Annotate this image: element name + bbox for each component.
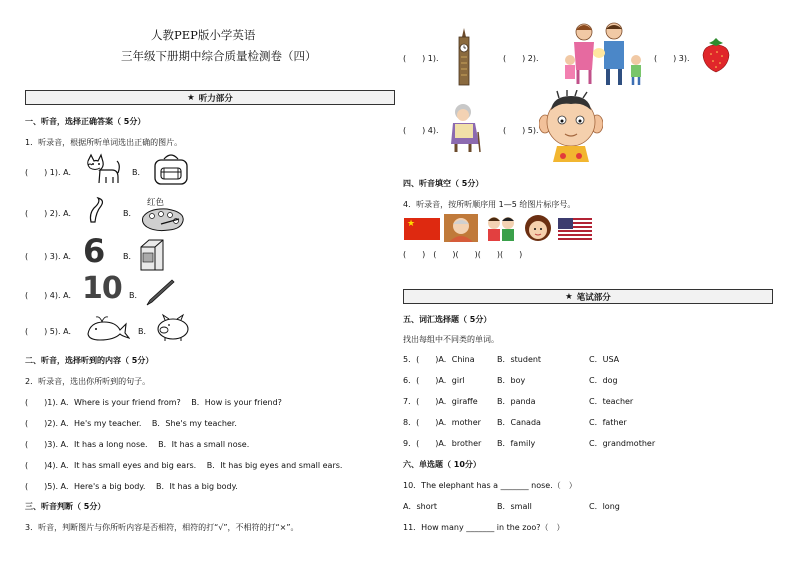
pen-icon bbox=[145, 278, 175, 306]
q6-option-b: B．boy bbox=[497, 376, 526, 385]
writing-banner bbox=[403, 289, 773, 304]
s1-item5-number: ( ) 5). A． bbox=[25, 327, 77, 336]
q10-option-c: C．long bbox=[589, 502, 620, 511]
family-icon bbox=[561, 20, 647, 88]
children-icon bbox=[484, 214, 518, 242]
boy-big-ears-icon bbox=[539, 90, 603, 166]
s2-item3: ( )3). A．It has a long nose. B．It has a small nose. bbox=[25, 440, 250, 449]
q9-option-b: B．family bbox=[497, 439, 536, 448]
exam-title-line2: 三年级下册期中综合质量检测卷（四） bbox=[121, 49, 317, 63]
big-ben-icon bbox=[451, 27, 477, 87]
q8-option-a: 8．( )A．mother bbox=[403, 418, 481, 427]
s2-item1: ( )1). A．Where is your friend from? B．How is your friend? bbox=[25, 398, 282, 407]
section1-instruction: 1．听录音，根据所听单词选出正确的图片。 bbox=[25, 138, 183, 147]
s3-item3-label: ( ) 3). bbox=[654, 54, 690, 63]
section6-heading: 六、单选题（ 10分） bbox=[403, 460, 481, 469]
s1-item3-b: B． bbox=[123, 252, 137, 261]
number-six-icon: 6 bbox=[83, 232, 106, 270]
q10-option-a: A．short bbox=[403, 502, 438, 511]
s2-item5: ( )5). A．Here's a big body. B．It has a big body. bbox=[25, 482, 238, 491]
q7-option-b: B．panda bbox=[497, 397, 536, 406]
q9-option-a: 9．( )A．brother bbox=[403, 439, 482, 448]
pig-icon bbox=[155, 312, 191, 342]
s1-item5-b: B． bbox=[138, 327, 152, 336]
section5-heading: 五、词汇选择题（ 5分） bbox=[403, 315, 492, 324]
s2-item2: ( )2). A．He's my teacher. B．She's my teacher. bbox=[25, 419, 237, 428]
s3-item4-label: ( ) 4). bbox=[403, 126, 439, 135]
usa-flag-icon bbox=[558, 218, 592, 240]
q6-option-a: 6．( )A．girl bbox=[403, 376, 465, 385]
q8-option-c: C．father bbox=[589, 418, 627, 427]
q6-option-c: C．dog bbox=[589, 376, 618, 385]
writing-banner-label: 笔试部分 bbox=[576, 292, 611, 303]
section2-instruction: 2．听录音，选出你所听到的句子。 bbox=[25, 377, 151, 386]
number-ten-icon: 10 bbox=[82, 271, 122, 306]
s3-item5-label: ( ) 5). bbox=[503, 126, 539, 135]
s1-item2-b: B． bbox=[123, 209, 137, 218]
s1-item2-number: ( ) 2). A． bbox=[25, 209, 77, 218]
section4-instruction: 4．听录音，按所听顺序用 1—5 给图片标序号。 bbox=[403, 200, 576, 209]
girl-face-icon bbox=[523, 213, 553, 243]
milk-carton-icon bbox=[137, 237, 167, 273]
section2-heading: 二、听音，选择听到的内容（ 5分） bbox=[25, 356, 154, 365]
q10-text: 10．The elephant has a _______ nose.（ ） bbox=[403, 481, 577, 490]
whale-icon bbox=[84, 314, 130, 342]
s3-item1-label: ( ) 1). bbox=[403, 54, 439, 63]
q7-option-c: C．teacher bbox=[589, 397, 634, 406]
section4-heading: 四、听音填空（ 5分） bbox=[403, 179, 484, 188]
exam-title-line1: 人教PEP版小学英语 bbox=[151, 28, 256, 42]
s1-item3-number: ( ) 3). A． bbox=[25, 252, 77, 261]
section3-instruction: 3．听音，判断图片与你所听内容是否相符，相符的打“√”，不相符的打“×”。 bbox=[25, 523, 299, 532]
q10-option-b: B．small bbox=[497, 502, 532, 511]
palette-label: 红色 bbox=[147, 198, 165, 208]
section1-heading: 一、听音，选择正确答案（ 5分） bbox=[25, 117, 146, 126]
section5-instruction: 找出每组中不同类的单词。 bbox=[403, 335, 499, 344]
star-icon: ★ bbox=[187, 92, 195, 103]
china-flag-icon bbox=[404, 218, 440, 240]
cat-icon bbox=[82, 153, 122, 185]
section3-heading: 三、听音判断（ 5分） bbox=[25, 502, 106, 511]
q8-option-b: B．Canada bbox=[497, 418, 541, 427]
q5-option-b: B．student bbox=[497, 355, 542, 364]
schoolbag-icon bbox=[150, 152, 192, 186]
star-icon: ★ bbox=[565, 291, 573, 302]
paint-palette-icon bbox=[139, 207, 187, 233]
q11-text: 11．How many _______ in the zoo?（ ） bbox=[403, 523, 565, 532]
s1-item4-number: ( ) 4). A． bbox=[25, 291, 77, 300]
s1-item1-number: ( ) 1). A． bbox=[25, 168, 77, 177]
s1-item4-b: B． bbox=[129, 291, 143, 300]
s2-item4: ( )4). A．It has small eyes and big ears. B．It has big eyes and small ears. bbox=[25, 461, 343, 470]
section4-answer-blanks: ( ) ( )( )( )( ) bbox=[403, 250, 523, 259]
listening-banner bbox=[25, 90, 395, 105]
grandma-portrait-icon bbox=[444, 214, 478, 242]
ruler-icon bbox=[86, 196, 108, 224]
strawberry-icon bbox=[701, 37, 731, 73]
s1-item1-b: B． bbox=[132, 168, 146, 177]
listening-banner-label: 听力部分 bbox=[198, 93, 233, 104]
q7-option-a: 7．( )A．giraffe bbox=[403, 397, 478, 406]
q5-option-c: C．USA bbox=[589, 355, 620, 364]
grandmother-icon bbox=[446, 102, 484, 154]
s3-item2-label: ( ) 2). bbox=[503, 54, 539, 63]
q5-option-a: 5．( )A．China bbox=[403, 355, 475, 364]
q9-option-c: C．grandmother bbox=[589, 439, 656, 448]
